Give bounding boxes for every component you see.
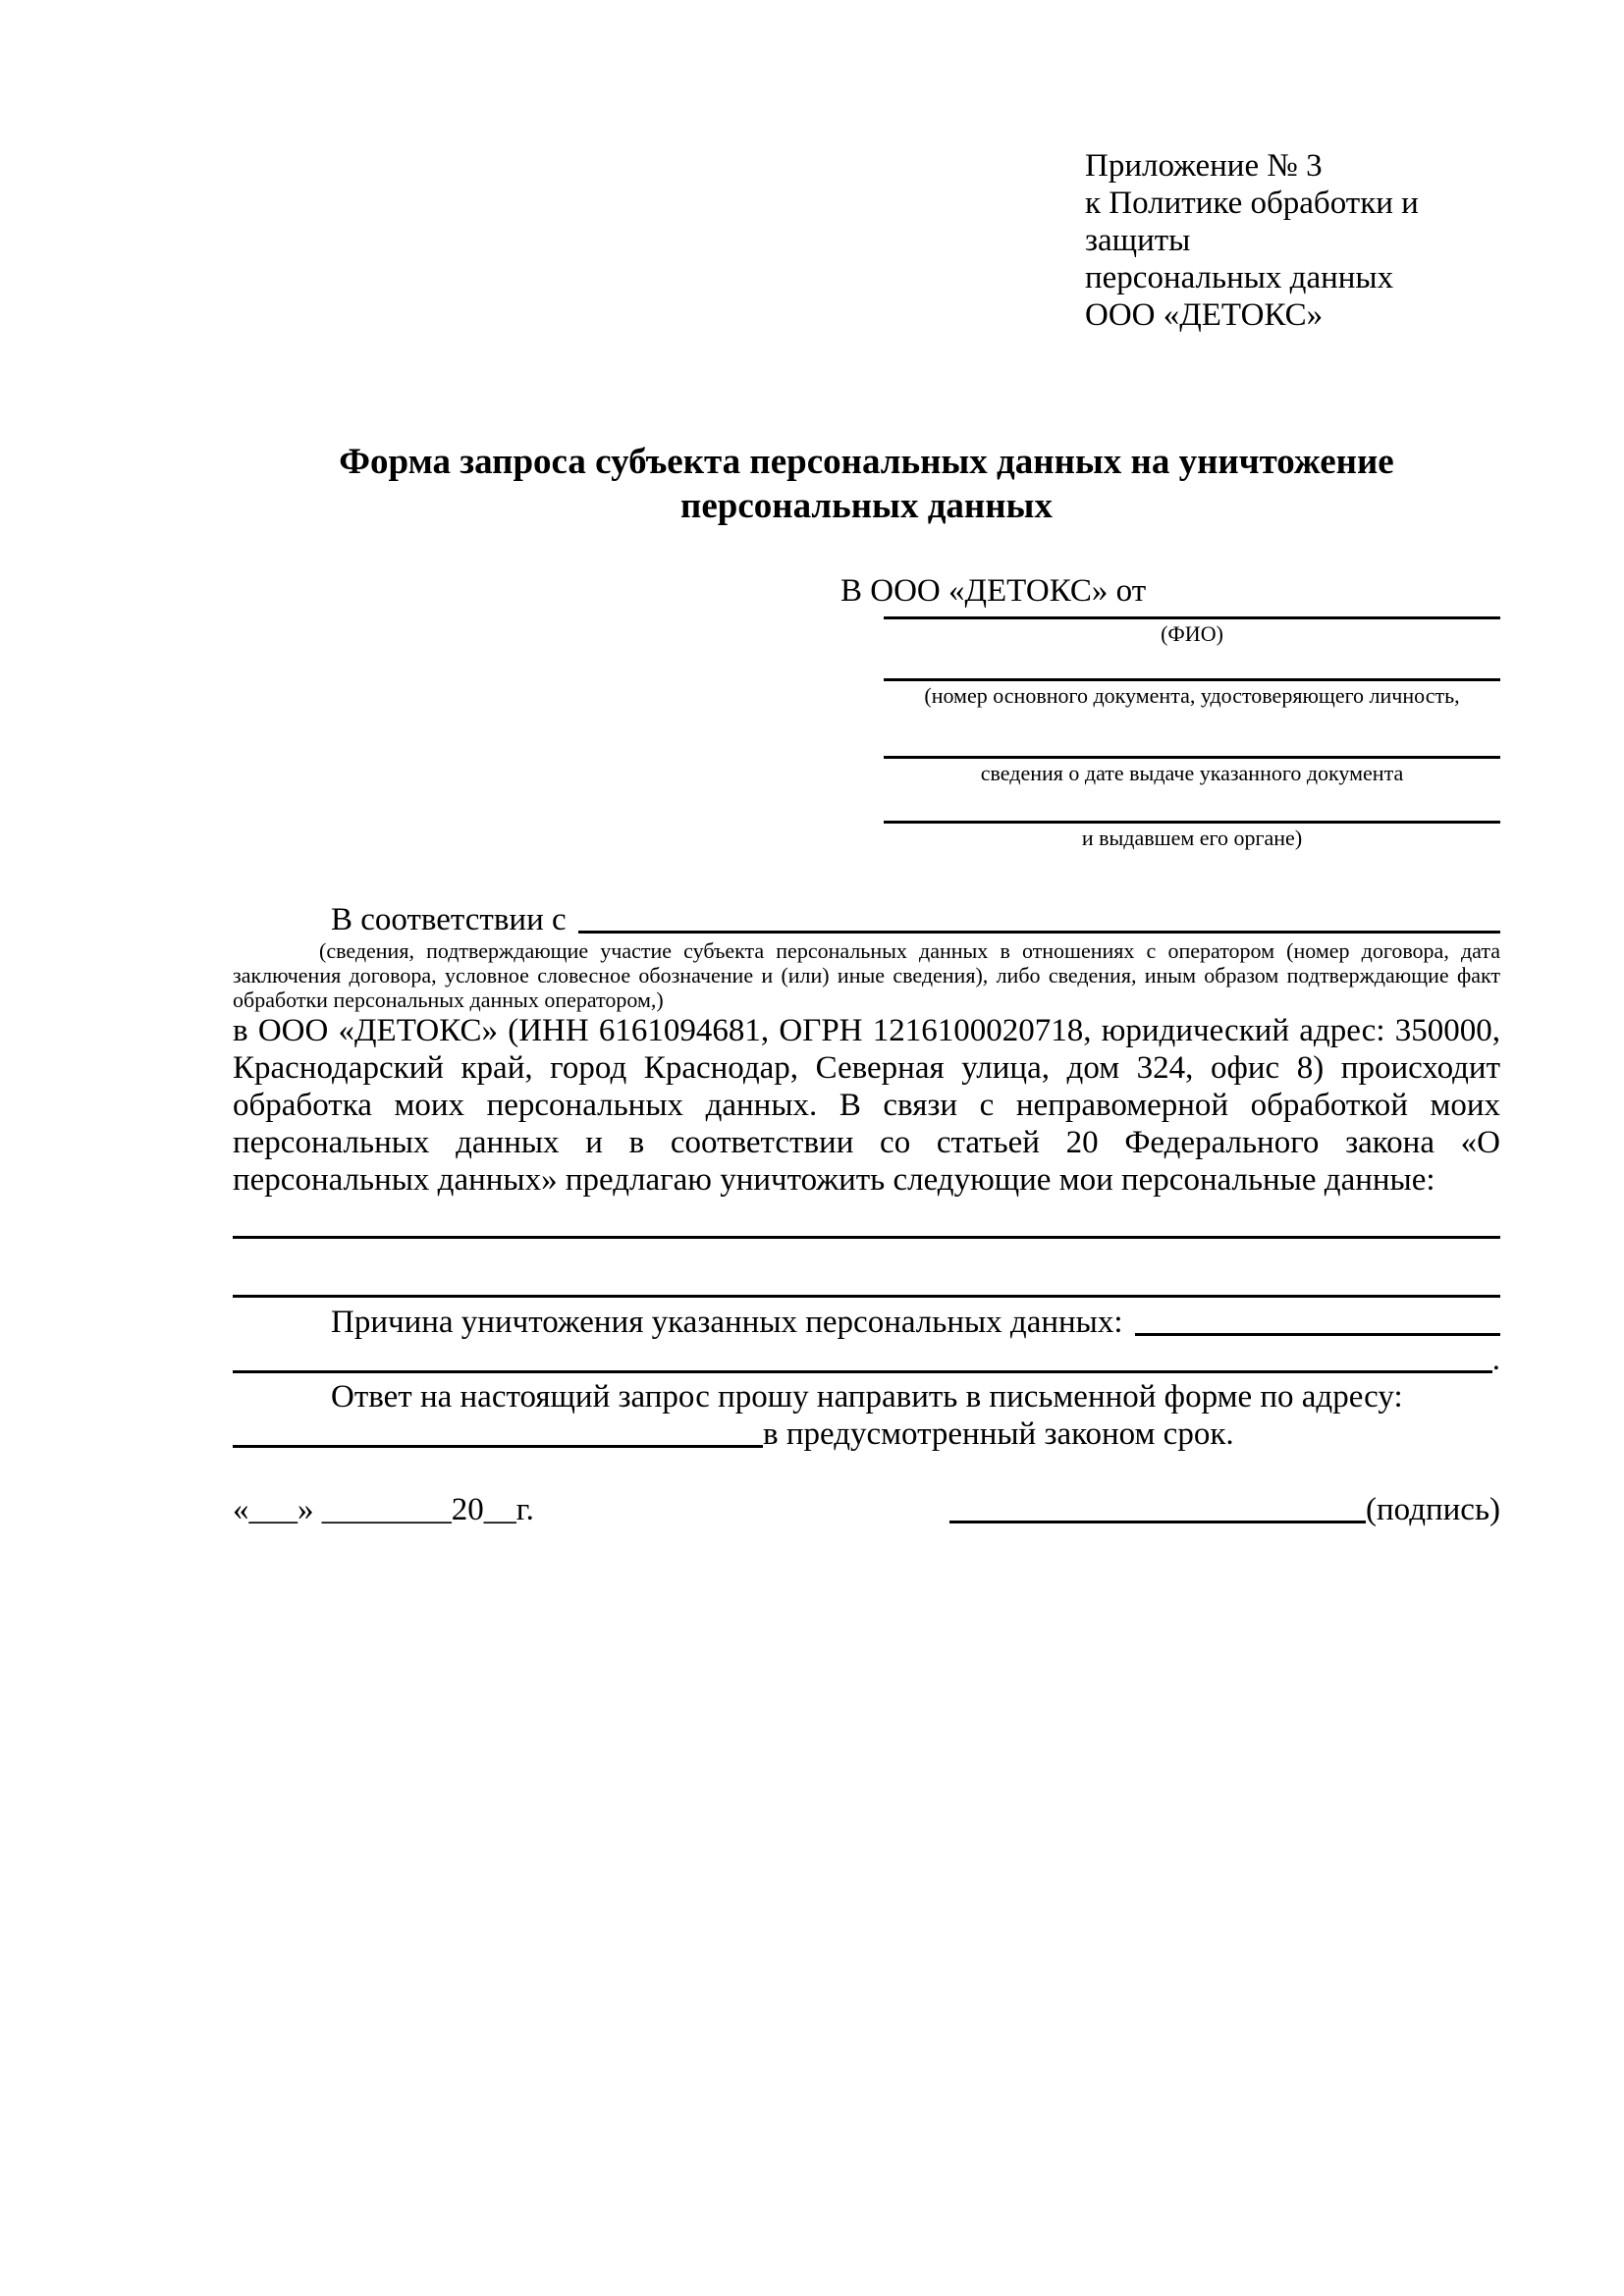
address-field-line bbox=[233, 1445, 763, 1448]
document-number-field-line bbox=[884, 649, 1500, 681]
appendix-line: ООО «ДЕТОКС» bbox=[1085, 297, 1324, 333]
date-field: «___» ________20__г. bbox=[233, 1492, 534, 1527]
date-signature-row bbox=[233, 1491, 1500, 1528]
issue-date-caption: сведения о дате выдаче указанного документа bbox=[980, 761, 1404, 785]
appendix-line: персональных данных bbox=[1085, 260, 1394, 295]
reason-row bbox=[233, 1304, 1500, 1341]
applicant-fields-block bbox=[884, 610, 1500, 853]
personal-data-blank-line-1 bbox=[233, 1199, 1500, 1239]
appendix-block bbox=[1085, 147, 1500, 334]
signature-group bbox=[949, 1491, 1500, 1528]
addressee-line: В ООО «ДЕТОКС» от bbox=[840, 573, 1147, 609]
reply-tail: в предусмотренный законом срок. bbox=[763, 1416, 1234, 1452]
reason-continuation-line bbox=[233, 1370, 1492, 1373]
appendix-line: Приложение № 3 bbox=[1085, 148, 1323, 184]
reply-paragraph: Ответ на настоящий запрос прошу направить в письменной форме по адресу: bbox=[331, 1379, 1403, 1415]
signature-field-line bbox=[949, 1521, 1366, 1523]
main-paragraph: в ООО «ДЕТОКС» (ИНН 6161094681, ОГРН 1216100020718, юридический адрес: 350000, Краснодарский край, город Краснодар, Северная улица, дом 324, офис 8) происходит обработка моих персональных данных. В связи с неправомерной обработкой моих персональных данных и в соответствии со статьей 20 Федерального закона «О персональных данных» предлагаю уничтожить следующие мои персональные данные: bbox=[233, 1013, 1500, 1198]
accordance-lead: В соответствии с bbox=[331, 902, 567, 937]
issuer-caption: и выдавшем его органе) bbox=[1081, 826, 1303, 850]
signature-caption: (подпись) bbox=[1366, 1492, 1500, 1527]
form-title: Форма запроса субъекта персональных данных на уничтожение персональных данных bbox=[339, 442, 1394, 526]
reason-field-line bbox=[1135, 1333, 1500, 1336]
issue-date-field-line bbox=[884, 711, 1500, 759]
reason-period: . bbox=[1491, 1342, 1500, 1377]
accordance-field-line bbox=[578, 931, 1500, 934]
personal-data-blank-line-2 bbox=[233, 1239, 1500, 1298]
accordance-note: (сведения, подтверждающие участие субъекта персональных данных в отношениях с оператором (номер договора, дата заключения договора, условное словесное обозначение и (или) иные сведения), либо сведения, иным образом подтверждающие факт обработки персональных данных оператором,) bbox=[233, 938, 1500, 1012]
accordance-row bbox=[233, 901, 1500, 938]
fio-caption: (ФИО) bbox=[1161, 621, 1223, 646]
issuer-field-line bbox=[884, 788, 1500, 824]
fio-field-line bbox=[884, 610, 1500, 619]
reason-continuation-row bbox=[233, 1341, 1500, 1378]
reason-lead: Причина уничтожения указанных персональных данных: bbox=[331, 1305, 1123, 1340]
address-row bbox=[233, 1415, 1500, 1453]
appendix-line: к Политике обработки и защиты bbox=[1085, 186, 1419, 258]
document-number-caption: (номер основного документа, удостоверяющего личность, bbox=[924, 683, 1460, 708]
